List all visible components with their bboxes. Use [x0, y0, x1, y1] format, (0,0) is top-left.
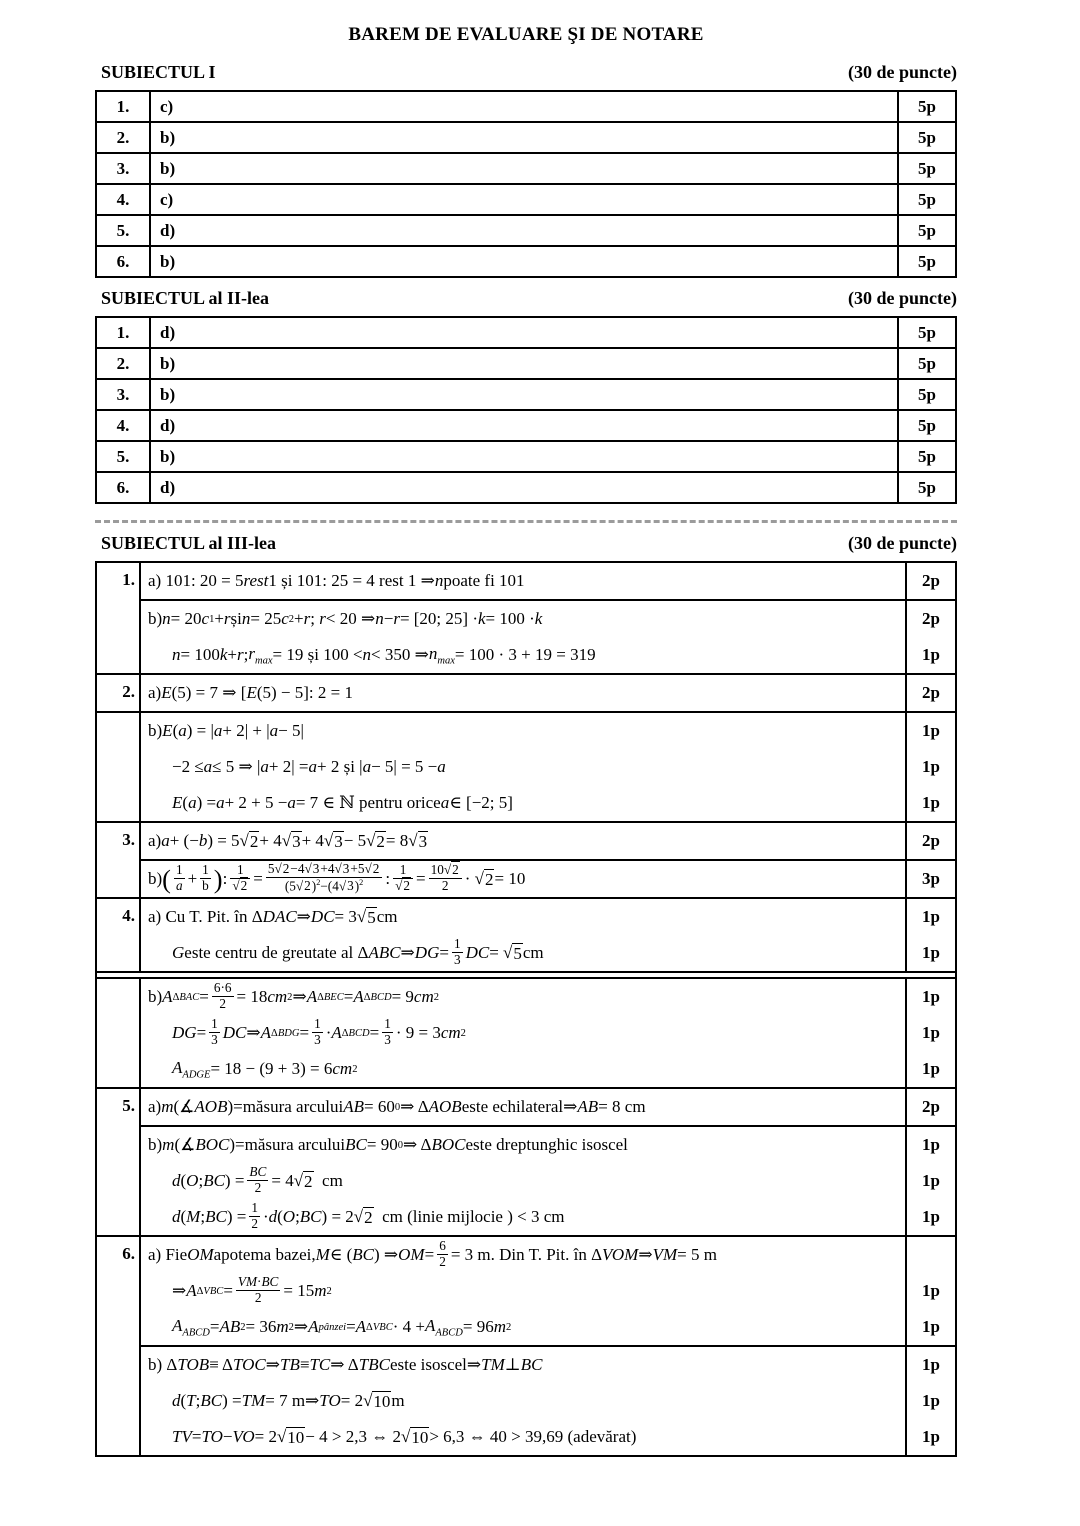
solution-line	[141, 979, 955, 1015]
solution-math-text: G este centru de greutate al Δ ABC ⇒ DG = 1 3 DC = √ 5 cm	[172, 935, 544, 967]
answer-letter: d)	[150, 472, 898, 503]
answer-row	[96, 91, 956, 122]
solution-sub-row	[141, 1345, 955, 1455]
answer-letter: b)	[150, 153, 898, 184]
solution-line	[141, 601, 955, 637]
answer-letter: c)	[150, 91, 898, 122]
solution-math-text: ⇒ A ΔVBC = VM·BC 2 = 15 m 2	[172, 1273, 332, 1305]
solution-block	[97, 977, 955, 1089]
solution-block	[97, 899, 955, 973]
problem-number: 6.	[97, 1237, 141, 1455]
points-value: 5p	[898, 472, 956, 503]
answer-letter: b)	[150, 441, 898, 472]
points-value: 1p	[905, 1015, 955, 1051]
solution-math-text: b) m (∡ BOC )=măsura arcului BC = 90 0 ⇒ Δ BOC este dreptunghic isoscel	[148, 1135, 628, 1155]
points-value: 1p	[905, 935, 955, 971]
solution-line	[141, 1273, 955, 1309]
solution-sub-rows	[141, 1089, 955, 1235]
solution-sub-row	[141, 979, 955, 1087]
subject3-header	[101, 533, 957, 554]
solution-line	[141, 1237, 955, 1273]
solution-sub-row	[141, 563, 955, 599]
solution-block	[97, 563, 955, 675]
points-value: 5p	[898, 122, 956, 153]
problem-number: 2.	[97, 675, 141, 711]
solution-line	[141, 1383, 955, 1419]
points-value: 5p	[898, 184, 956, 215]
solution-math-text: a) 101: 20 = 5 rest 1 și 101: 25 = 4 rest 1 ⇒ n poate fi 101	[148, 571, 525, 590]
solution-math-text: E ( a ) = a + 2 + 5 − a = 7 ∈ ℕ pentru orice a ∈ [−2; 5]	[172, 793, 513, 812]
solution-line	[141, 899, 955, 935]
points-value	[905, 1237, 955, 1273]
item-number: 6.	[96, 472, 150, 503]
answer-row	[96, 184, 956, 215]
points-value: 1p	[905, 637, 955, 673]
solution-sub-row	[141, 599, 955, 673]
points-value: 1p	[905, 1309, 955, 1345]
answer-letter: b)	[150, 246, 898, 277]
solution-math-text: d ( T ; BC ) = TM = 7 m⇒ TO = 2√ 10 m	[172, 1391, 405, 1411]
answer-letter: b)	[150, 122, 898, 153]
points-value: 5p	[898, 379, 956, 410]
points-value: 5p	[898, 215, 956, 246]
answer-letter: b)	[150, 379, 898, 410]
subject1-label: SUBIECTUL I	[101, 62, 216, 82]
points-value: 3p	[905, 861, 955, 897]
points-value: 2p	[905, 1089, 955, 1125]
solution-line	[141, 935, 955, 971]
points-value: 1p	[905, 1051, 955, 1087]
subject3-points: (30 de puncte)	[848, 533, 957, 553]
points-value: 1p	[905, 713, 955, 749]
solution-sub-rows	[141, 1237, 955, 1455]
subject1-answer-table	[95, 90, 957, 278]
solution-sub-row	[141, 823, 955, 859]
item-number: 4.	[96, 184, 150, 215]
subject1-points: (30 de puncte)	[848, 62, 957, 82]
points-value: 1p	[905, 899, 955, 935]
problem-number	[97, 713, 141, 821]
solution-math-text: a) Fie OM apotema bazei, M ∈ ( BC ) ⇒ OM = 6 2 = 3 m. Din T. Pit. în Δ VOM ⇒ VM = 5 m	[148, 1237, 717, 1269]
page-title: BAREM DE EVALUARE ŞI DE NOTARE	[348, 24, 704, 45]
solution-math-text: a) a + (− b ) = 5√ 2 + 4√ 3 + 4√ 3 − 5√ 2 = 8√ 3	[148, 831, 428, 851]
subject2-label: SUBIECTUL al II-lea	[101, 288, 270, 308]
problem-number: 1.	[97, 563, 141, 673]
points-value: 1p	[905, 979, 955, 1015]
item-number: 3.	[96, 379, 150, 410]
solution-math-text: a) m (∡ AOB )=măsura arcului AB = 60 0 ⇒ Δ AOB este echilateral⇒ AB = 8 cm	[148, 1097, 646, 1117]
solution-sub-row	[141, 1089, 955, 1125]
subject2-points: (30 de puncte)	[848, 288, 957, 308]
answer-row	[96, 317, 956, 348]
problem-number	[97, 979, 141, 1087]
points-value: 1p	[905, 1347, 955, 1383]
solution-math-text: DG = 1 3 DC ⇒ A ΔBDG = 1 3 · A ΔBCD = 1 3 · 9 = 3 cm 2	[172, 1015, 466, 1047]
solution-sub-rows	[141, 563, 955, 673]
solution-math-text: b) Δ TOB ≡ Δ TOC ⇒ TB ≡ TC ⇒ Δ TBC este isoscel⇒ TM ⊥ BC	[148, 1355, 543, 1375]
points-value: 5p	[898, 317, 956, 348]
solution-math-text: b) A ΔBAC = 6·6 2 = 18 cm 2 ⇒ A ΔBEC = A ΔBCD = 9 cm 2	[148, 979, 440, 1011]
points-value: 1p	[905, 1273, 955, 1309]
solution-math-text: TV = TO − VO = 2√ 10 − 4 > 2,3 ⇔ 2√ 10 > 6,3 ⇔ 40 > 39,69 (adevărat)	[172, 1427, 637, 1447]
item-number: 6.	[96, 246, 150, 277]
item-number: 5.	[96, 441, 150, 472]
points-value: 1p	[905, 785, 955, 821]
points-value: 5p	[898, 153, 956, 184]
item-number: 3.	[96, 153, 150, 184]
solution-math-text: b) E ( a ) = | a + 2| + | a − 5|	[148, 721, 304, 740]
answer-row	[96, 215, 956, 246]
solution-sub-row	[141, 899, 955, 971]
points-value: 1p	[905, 1163, 955, 1199]
solution-line	[141, 713, 955, 749]
solution-line	[141, 1051, 955, 1087]
solution-line	[141, 1163, 955, 1199]
solution-sub-row	[141, 713, 955, 821]
item-number: 1.	[96, 317, 150, 348]
solution-math-text: d ( M ; BC ) = 1 2 · d ( O ; BC ) = 2√ 2 cm (linie mijlocie ) < 3 cm	[172, 1199, 565, 1231]
solution-math-text: n = 100 k + r ; $r_{max}$ = 19 și 100 < n < 350 ⇒ $n_{max}$ = 100 · 3 + 19 = 319	[172, 643, 596, 667]
points-value: 1p	[905, 749, 955, 785]
subject1-header	[101, 62, 957, 83]
solution-block	[97, 675, 955, 713]
solution-sub-rows	[141, 979, 955, 1087]
answer-letter: c)	[150, 184, 898, 215]
solution-sub-rows	[141, 713, 955, 821]
solution-sub-row	[141, 675, 955, 711]
solution-line	[141, 1347, 955, 1383]
points-value: 2p	[905, 601, 955, 637]
points-value: 1p	[905, 1383, 955, 1419]
solution-line	[141, 1309, 955, 1345]
subject3-label: SUBIECTUL al III-lea	[101, 533, 277, 553]
points-value: 5p	[898, 246, 956, 277]
answer-row	[96, 153, 956, 184]
solution-line	[141, 563, 955, 599]
solution-math-text: b) n = 20 c 1 + r și n = 25 c 2 + r ; r < 20 ⇒ n − r = [20; 25] · k = 100 · k	[148, 609, 543, 628]
answer-row	[96, 472, 956, 503]
solution-line	[141, 1015, 955, 1051]
solution-math-text: −2 ≤ a ≤ 5 ⇒ | a + 2| = a + 2 și | a − 5| = 5 − a	[172, 757, 446, 776]
solution-sub-rows	[141, 675, 955, 711]
solution-math-text: a) E (5) = 7 ⇒ [ E (5) − 5]: 2 = 1	[148, 683, 353, 702]
answer-row	[96, 246, 956, 277]
problem-number: 3.	[97, 823, 141, 897]
answer-row	[96, 348, 956, 379]
solution-math-text: b) ( 1 a + 1 b ) : 1 √2 = 5√2−4√3+4√3+5√2 $(5√2)^2-(4√3)^2$ : 1 √2 = 10√2 2 · √ 2 = 10	[148, 861, 526, 894]
solution-block	[97, 1089, 955, 1237]
solution-sub-row	[141, 1237, 955, 1345]
subject2-answer-table	[95, 316, 957, 504]
item-number: 1.	[96, 91, 150, 122]
points-value: 5p	[898, 91, 956, 122]
solution-line	[141, 1419, 955, 1455]
item-number: 4.	[96, 410, 150, 441]
solution-math-text: $A_{ADGE}$ = 18 − (9 + 3) = 6 cm 2	[172, 1057, 358, 1081]
solution-math-text: a) Cu T. Pit. în Δ DAC ⇒ DC = 3√ 5 cm	[148, 907, 398, 927]
answer-row	[96, 122, 956, 153]
answer-row	[96, 410, 956, 441]
solution-line	[141, 1089, 955, 1125]
problem-number: 4.	[97, 899, 141, 971]
solution-sub-row	[141, 1125, 955, 1235]
page-break-dashed-divider	[95, 520, 957, 523]
answer-letter: b)	[150, 348, 898, 379]
subject3-solutions-table	[95, 561, 957, 1457]
answer-letter: d)	[150, 317, 898, 348]
points-value: 5p	[898, 441, 956, 472]
item-number: 2.	[96, 122, 150, 153]
points-value: 1p	[905, 1127, 955, 1163]
points-value: 2p	[905, 675, 955, 711]
solution-math-text: d ( O ; BC ) = BC 2 = 4√ 2 cm	[172, 1163, 343, 1195]
points-value: 5p	[898, 348, 956, 379]
solution-line	[141, 785, 955, 821]
solution-math-text: $A_{ABCD}$ = AB 2 = 36 m 2 ⇒ A pânzei = A ΔVBC · 4 + $A_{ABCD}$ = 96 m 2	[172, 1315, 512, 1339]
solution-line	[141, 823, 955, 859]
solution-block	[97, 1237, 955, 1455]
solution-block	[97, 713, 955, 823]
answer-row	[96, 379, 956, 410]
solution-line	[141, 749, 955, 785]
answer-letter: d)	[150, 215, 898, 246]
subject2-header	[101, 288, 957, 309]
answer-letter: d)	[150, 410, 898, 441]
solution-block	[97, 823, 955, 899]
solution-line	[141, 1127, 955, 1163]
points-value: 2p	[905, 563, 955, 599]
solution-line	[141, 675, 955, 711]
solution-line	[141, 1199, 955, 1235]
points-value: 2p	[905, 823, 955, 859]
item-number: 2.	[96, 348, 150, 379]
points-value: 1p	[905, 1419, 955, 1455]
solution-sub-rows	[141, 823, 955, 897]
solution-sub-rows	[141, 899, 955, 971]
item-number: 5.	[96, 215, 150, 246]
solution-sub-row	[141, 859, 955, 897]
solution-line	[141, 861, 955, 897]
points-value: 5p	[898, 410, 956, 441]
problem-number: 5.	[97, 1089, 141, 1235]
points-value: 1p	[905, 1199, 955, 1235]
solution-line	[141, 637, 955, 673]
answer-row	[96, 441, 956, 472]
